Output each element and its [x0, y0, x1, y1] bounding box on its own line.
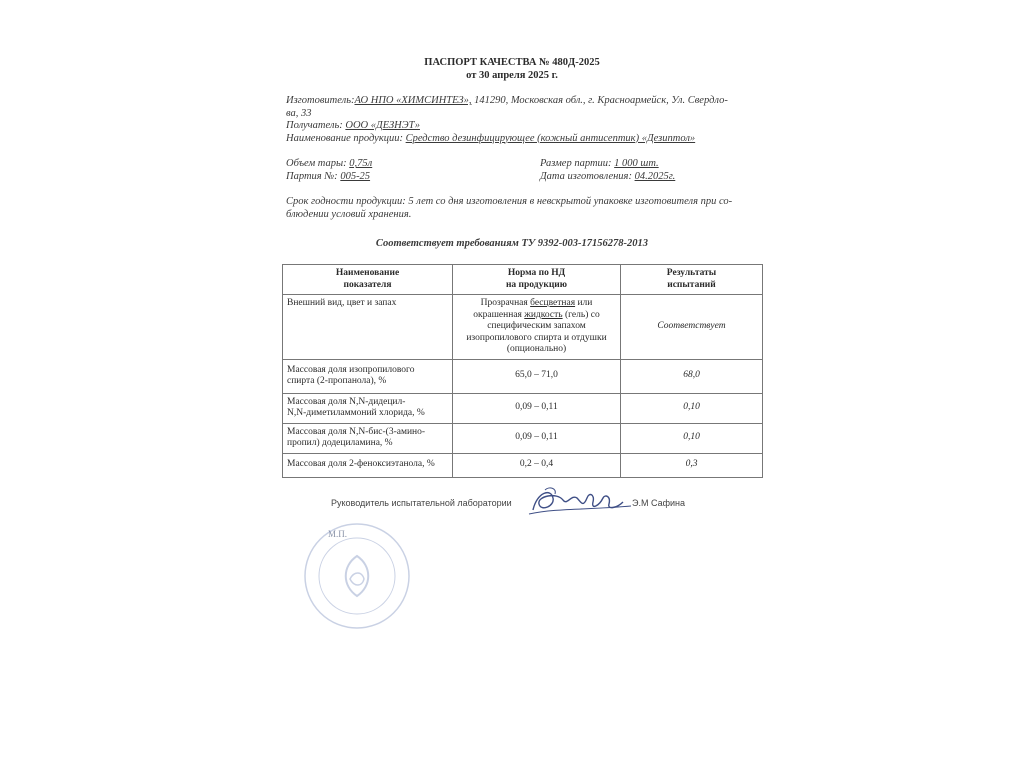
result-cell: 0,10	[621, 423, 763, 453]
volume-line	[286, 158, 372, 171]
batch-line	[286, 171, 370, 184]
shelf-life-line-1: Срок годности продукции: 5 лет со дня изготовления в невскрытой упаковке изготовителя при со-	[286, 196, 733, 207]
norm-cell: 65,0 – 71,0	[453, 359, 621, 393]
table-header-row	[283, 265, 763, 295]
signer-name: Э.М Сафина	[632, 498, 685, 508]
volume-value: 0,75л	[349, 158, 373, 169]
header-norm: Норма по НД на продукцию	[453, 265, 621, 295]
mfg-date-value: 04.2025г.	[634, 171, 676, 182]
mfg-date-line	[540, 171, 675, 184]
batch-size-label: Размер партии:	[540, 158, 615, 169]
indicator-cell: Массовая доля 2-феноксиэтанола, %	[283, 453, 453, 477]
batch-size-line	[540, 158, 659, 171]
quality-table	[282, 264, 763, 478]
result-cell: 0,3	[621, 453, 763, 477]
document-date: от 30 апреля 2025 г.	[466, 70, 558, 81]
mfg-date-label: Дата изготовления:	[540, 171, 635, 182]
table-row	[283, 295, 763, 360]
header-indicator: Наименование показателя	[283, 265, 453, 295]
volume-label: Объем тары:	[286, 158, 350, 169]
manufacturer-value: АО НПО «ХИМСИНТЕЗ»,	[354, 95, 472, 106]
signature-image	[527, 484, 637, 520]
company-stamp	[302, 521, 412, 631]
indicator-cell: Массовая доля N,N-бис-(3-амино- пропил) додециламина, %	[283, 423, 453, 453]
shelf-life	[286, 196, 761, 221]
signer-role: Руководитель испытательной лаборатории	[331, 498, 512, 508]
table-row	[283, 453, 763, 477]
manufacturer-address: 141290, Московская обл., г. Красноармейск, Ул. Свердло-	[471, 95, 728, 106]
header-results: Результаты испытаний	[621, 265, 763, 295]
table-row	[283, 359, 763, 393]
compliance-statement: Соответствует требованиям ТУ 9392-003-17156278-2013	[375, 238, 649, 249]
recipient-value: ООО «ДЕЗНЭТ»	[345, 120, 420, 131]
norm-cell: 0,09 – 0,11	[453, 393, 621, 423]
indicator-cell: Внешний вид, цвет и запах	[283, 295, 453, 360]
norm-cell: 0,2 – 0,4	[453, 453, 621, 477]
table-row	[283, 393, 763, 423]
manufacturer-block	[286, 95, 756, 145]
result-cell: 0,10	[621, 393, 763, 423]
product-value: Средство дезинфицирующее (кожный антисептик) «Дезиптол»	[405, 132, 696, 144]
product-label: Наименование продукции:	[286, 132, 406, 144]
batch-label: Партия №:	[286, 171, 341, 182]
stamp-label: М.П.	[328, 529, 348, 539]
norm-cell: 0,09 – 0,11	[453, 423, 621, 453]
batch-size-value: 1 000 шт.	[614, 158, 659, 169]
table-row	[283, 423, 763, 453]
document-title: ПАСПОРТ КАЧЕСТВА № 480Д-2025	[424, 57, 600, 68]
norm-cell: Прозрачная бесцветная или окрашенная жидкость (гель) со специфическим запахом изопропилового спирта и отдушки (опционально)	[453, 295, 621, 360]
batch-value: 005-25	[340, 171, 371, 182]
result-cell: Соответствует	[621, 295, 763, 360]
result-cell: 68,0	[621, 359, 763, 393]
manufacturer-address-cont: ва, 33	[286, 107, 312, 119]
manufacturer-label: Изготовитель:	[286, 95, 355, 106]
indicator-cell: Массовая доля N,N-дидецил- N,N-диметиламмоний хлорида, %	[283, 393, 453, 423]
recipient-label: Получатель:	[286, 120, 346, 131]
shelf-life-line-2: блюдении условий хранения.	[286, 208, 412, 220]
indicator-cell: Массовая доля изопропилового спирта (2-пропанола), %	[283, 359, 453, 393]
